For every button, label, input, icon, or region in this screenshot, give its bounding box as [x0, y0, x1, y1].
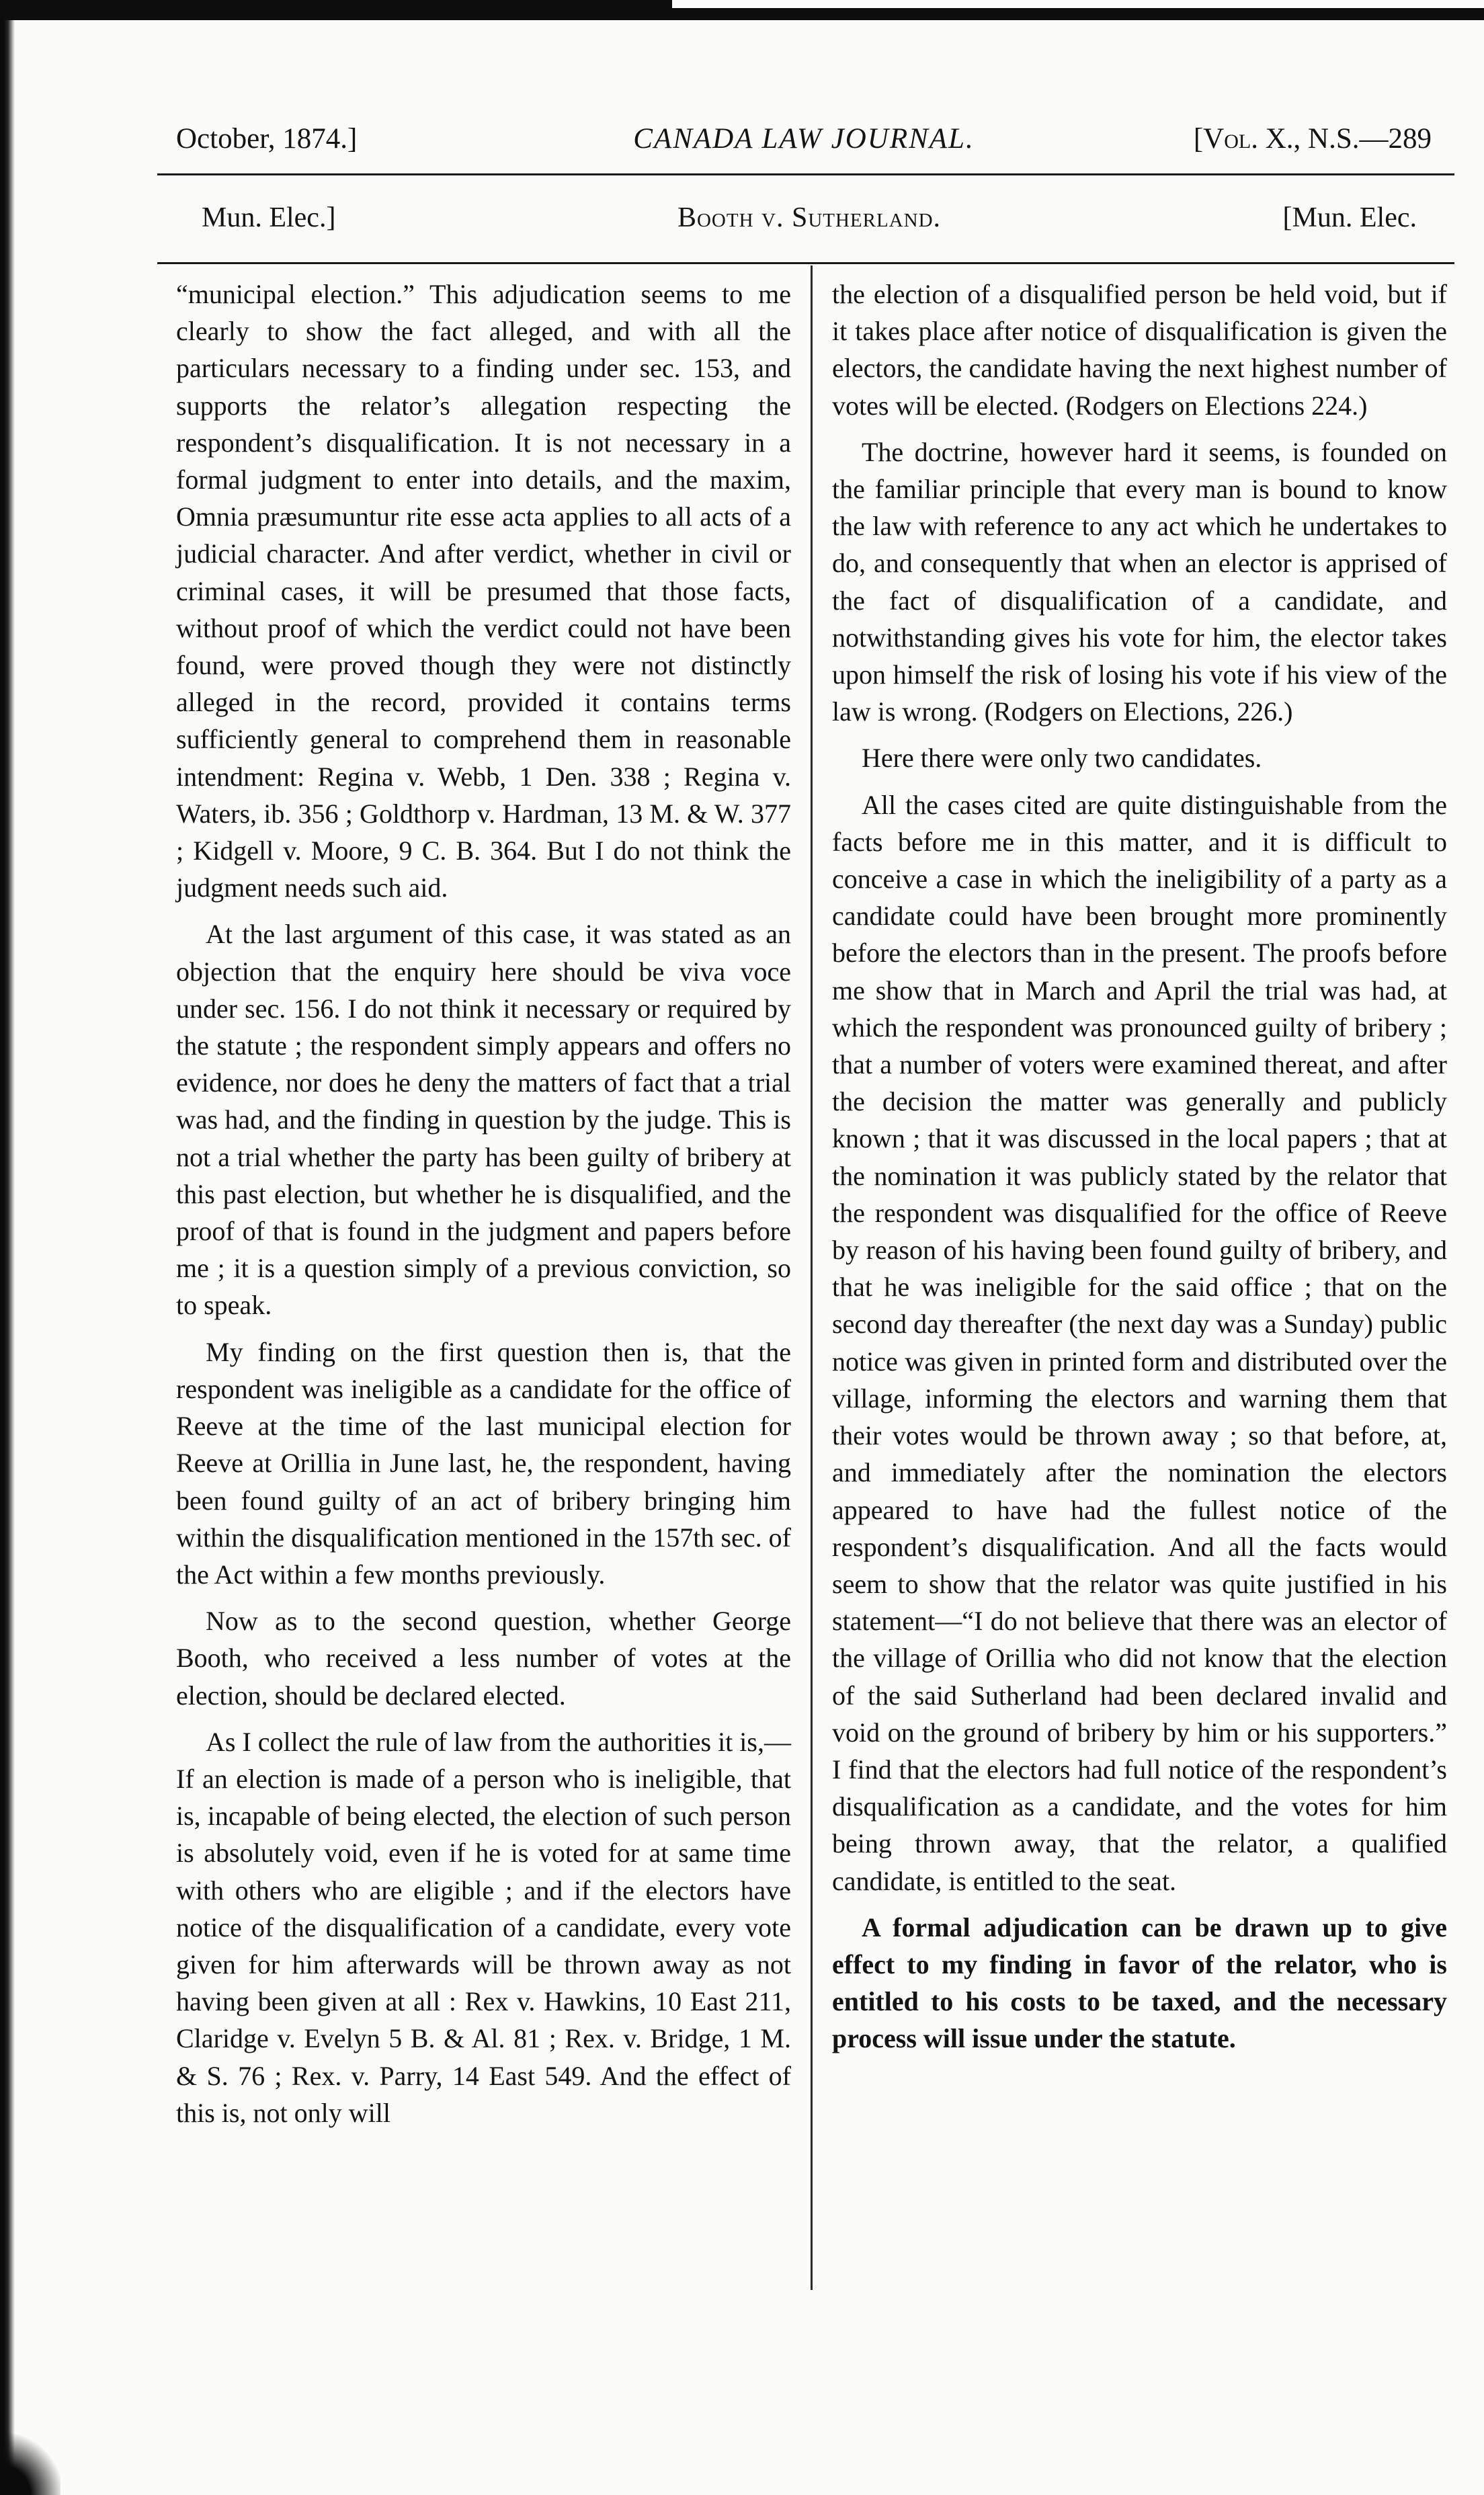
right-column — [832, 276, 1447, 2067]
column-divider — [811, 265, 813, 2290]
scan-border-left — [0, 20, 15, 2495]
case-header — [202, 196, 1417, 243]
case-title: Booth v. Sutherland. — [677, 202, 942, 233]
case-section-right: [Mun. Elec. — [1282, 202, 1417, 233]
left-paragraph-5: As I collect the rule of law from the authorities it is,—If an election is made of a person who is ineligible, that is, incapable of being elected, the election of such person is absolutely void, even if he is voted for at same time with others who are eligible ; and if the electors have notice of the disqualification of a candidate, every vote given for him afterwards will be thrown away as not having been given at all : Rex v. Hawkins, 10 East 211, Claridge v. Evelyn 5 B. & Al. 81 ; Rex. v. Bridge, 1 M. & S. 76 ; Rex. v. Parry, 14 East 549. And the effect of this is, not only will — [176, 1726, 791, 2128]
left-paragraph-1: “municipal election.” This adjudication seems to me clearly to show the fact alleged, and with all the particulars necessary to a finding under sec. 153, and supports the relator’s allegation respecting the respondent’s disqualification. It is not necessary in a formal judgment to enter into details, and the maxim, Omnia præsumuntur rite esse acta applies to all acts of a judicial character. And after verdict, whether in civil or criminal cases, it will be presumed that those facts, without proof of which the verdict could not have been found, were proved though they were not distinctly alleged in the record, provided it contains terms sufficiently general to comprehend them in reasonable intendment: Regina v. Webb, 1 Den. 338 ; Regina v. Waters, ib. 356 ; Goldthorp v. Hardman, 13 M. & W. 377 ; Kidgell v. Moore, 9 C. B. 364. But I do not think the judgment needs such aid. — [176, 279, 791, 903]
right-paragraph-1: the election of a disqualified person be held void, but if it takes place after notice of disqualification is given the electors, the candidate having the next highest number of votes will be elected. (Rodgers on Elections 224.) — [832, 279, 1447, 421]
left-paragraph-3: My finding on the first question then is, that the respondent was ineligible as a candidate for the office of Reeve at the time of the last municipal election for Reeve at Orillia in June last, he, the respondent, having been found guilty of an act of bribery bringing him within the disqualification mentioned in the 157th sec. of the Act within a few months previously. — [176, 1336, 791, 1590]
case-header-rule — [157, 262, 1454, 264]
scan-border-top-gap — [672, 0, 1484, 8]
left-column — [176, 276, 791, 2141]
case-section-left: Mun. Elec.] — [202, 202, 336, 233]
left-paragraph-2: At the last argument of this case, it was stated as an objection that the enquiry here should be viva voce under sec. 156. I do not think it necessary or required by the statute ; the respondent simply appears and offers no evidence, nor does he deny the matters of fact that a trial was had, and the finding in question by the judge. This is not a trial whether the party has been guilty of bribery at this past election, but whether he is disqualified, and the proof of that is found in the judgment and papers before me ; it is a question simply of a previous conviction, so to speak. — [176, 919, 791, 1321]
right-paragraph-4: All the cases cited are quite distinguishable from the facts before me in this matter, and it is difficult to conceive a case in which the ineligibility of a party as a candidate could have been brought more prominently before the electors than in the present. The proofs before me show that in March and April the trial was had, at which the respondent was pronounced guilty of bribery ; that a number of voters were examined thereat, and after the decision the matter was generally and publicly known ; that it was discussed in the local papers ; that at the nomination it was publicly stated by the relator that the respondent was disqualified for the office of Reeve by reason of his having been found guilty of bribery, and that he was ineligible for the said office ; that on the second day thereafter (the next day was a Sunday) public notice was given in printed form and distributed over the village, informing the electors and warning them that their votes would be thrown away ; so that before, at, and immediately after the nomination the electors appeared to have had the fullest notice of the respondent’s disqualification. And all the facts would seem to show that the relator was quite justified in his statement—“I do not believe that there was an elector of the village of Orillia who did not know that the election of the said Sutherland had been declared invalid and void on the ground of bribery by him or his supporters.” I find that the electors had full notice of the respondent’s disqualification as a candidate, and the votes for him being thrown away, that the relator, a qualified candidate, is entitled to the seat. — [832, 789, 1447, 1896]
scan-corner-bottom-left — [0, 2413, 60, 2495]
journal-title: CANADA LAW JOURNAL. — [633, 123, 975, 155]
header-rule — [157, 173, 1454, 175]
right-paragraph-2: The doctrine, however hard it seems, is founded on the familiar principle that every man is bound to know the law with reference to any act which he undertakes to do, and consequently that when an elector is apprised of the fact of disqualification of a candidate, and notwithstanding gives his vote for him, the elector takes upon himself the risk of losing his vote if his view of the law is wrong. (Rodgers on Elections, 226.) — [832, 436, 1447, 727]
left-paragraph-4: Now as to the second question, whether George Booth, who received a less number of votes at the election, should be declared elected. — [176, 1606, 791, 1711]
volume-page: [Vol. X., N.S.—289 — [1193, 123, 1432, 155]
issue-date: October, 1874.] — [176, 123, 358, 155]
right-paragraph-3: Here there were only two candidates. — [862, 743, 1262, 774]
right-paragraph-5: A formal adjudication can be drawn up to give effect to my finding in favor of the relator, who is entitled to his costs to be taxed, and the necessary process will issue under the statute. — [832, 1912, 1447, 2054]
running-head — [176, 116, 1432, 163]
